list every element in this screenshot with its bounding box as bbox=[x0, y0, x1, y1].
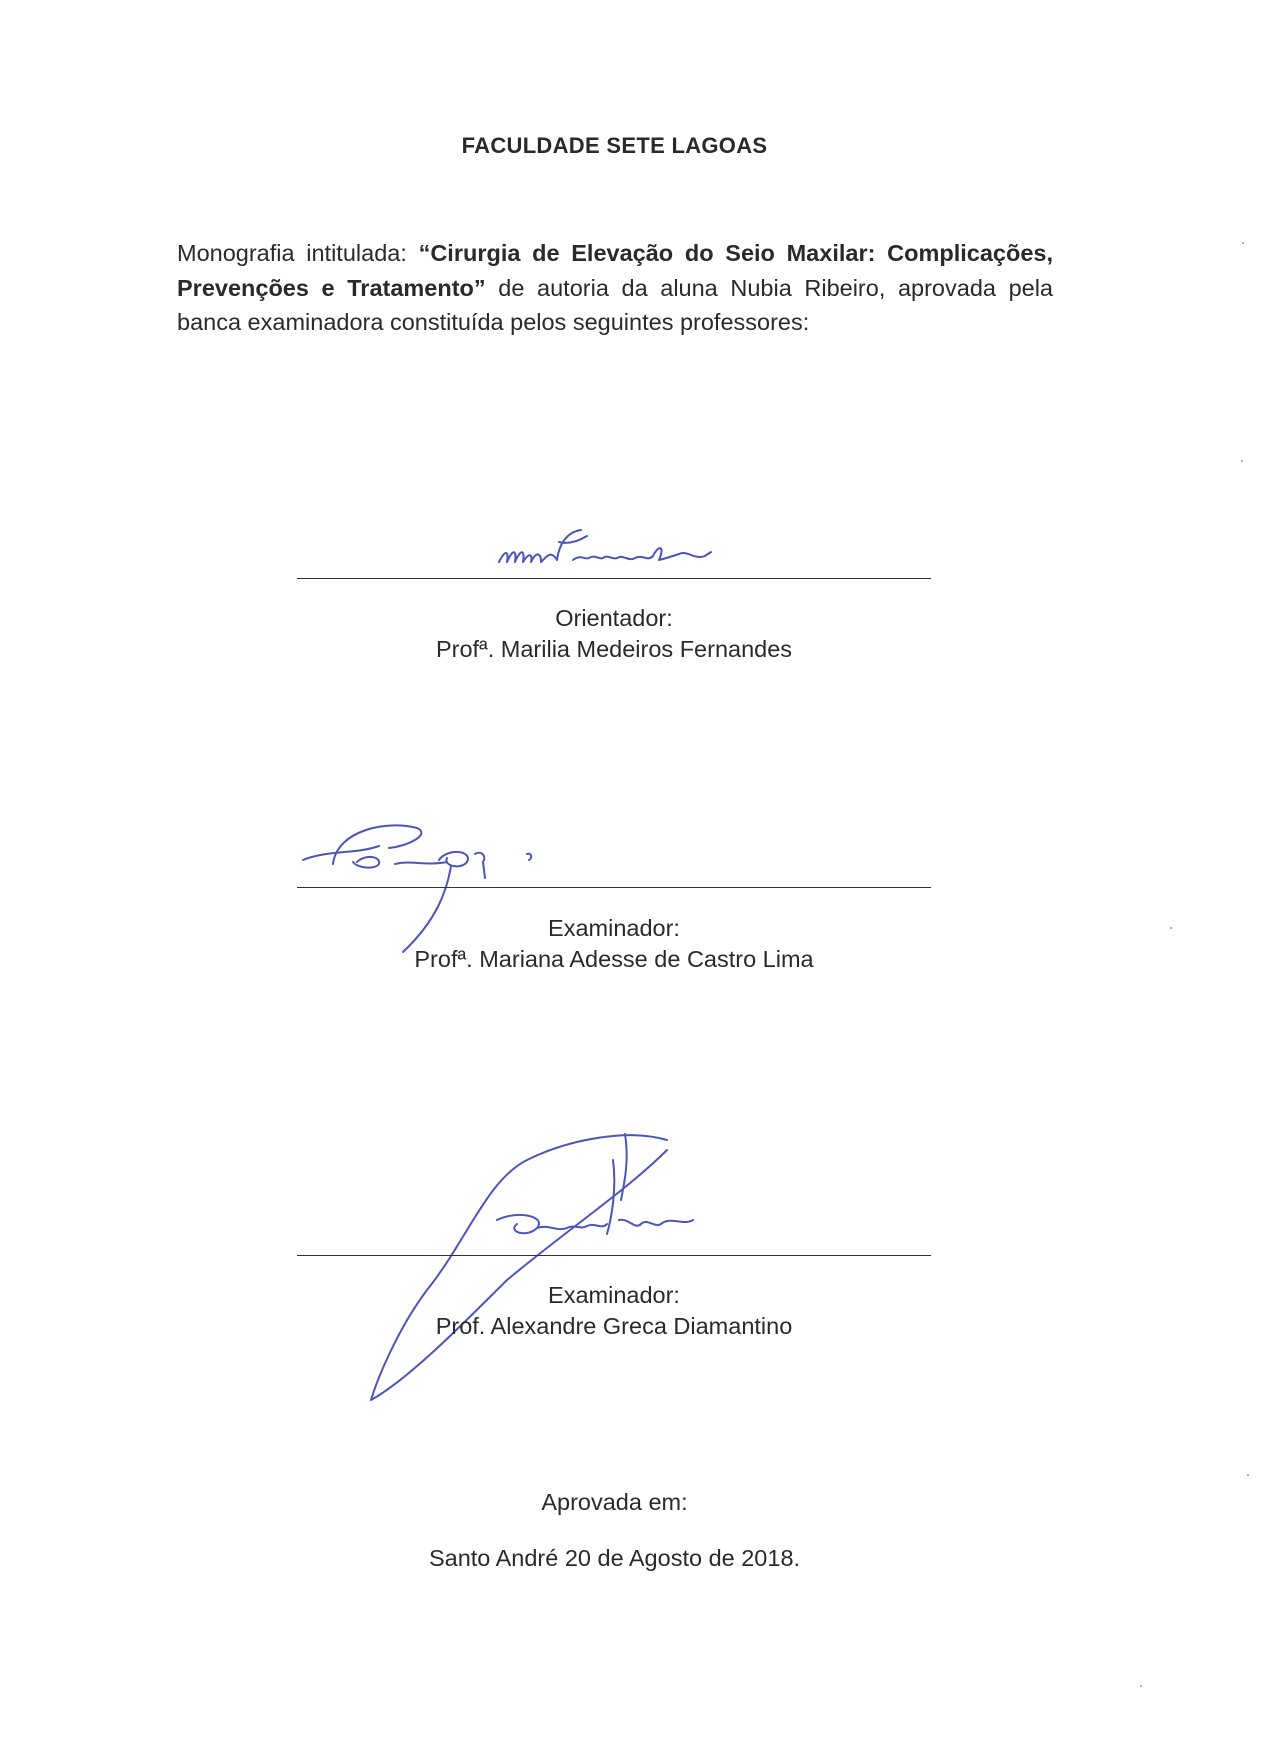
monograph-title: “Cirurgia de Elevação do Seio Maxilar: Complicações, Prevenções e Tratamento” bbox=[177, 240, 1053, 301]
handwritten-signature-advisor bbox=[497, 520, 797, 580]
person-name-examiner-2: Prof. Alexandre Greca Diamantino bbox=[435, 1313, 793, 1339]
handwritten-signature-examiner-2 bbox=[367, 1120, 787, 1420]
role-label-advisor: Orientador: bbox=[555, 605, 673, 631]
statement-prefix: Monografia intitulada: bbox=[177, 240, 419, 266]
signature-line-advisor bbox=[297, 578, 931, 579]
role-label-examiner-1: Examinador: bbox=[548, 915, 680, 941]
statement-suffix: de autoria da aluna Nubia Ribeiro, aprovada pela banca examinadora constituída pelos seguintes professores: bbox=[177, 274, 1053, 335]
monograph-statement bbox=[177, 236, 1053, 340]
scan-speck bbox=[1140, 1685, 1142, 1687]
signature-line-examiner-1 bbox=[297, 887, 931, 888]
approval-date: Santo André 20 de Agosto de 2018. bbox=[428, 1545, 801, 1571]
scan-speck bbox=[1247, 1474, 1249, 1476]
signature-line-examiner-2 bbox=[297, 1255, 931, 1256]
scan-speck bbox=[1241, 460, 1243, 462]
scan-speck bbox=[1242, 242, 1244, 244]
person-name-examiner-1: Profª. Mariana Adesse de Castro Lima bbox=[414, 946, 814, 972]
person-name-advisor: Profª. Marilia Medeiros Fernandes bbox=[435, 636, 793, 662]
approval-label: Aprovada em: bbox=[541, 1489, 688, 1515]
scan-speck bbox=[1170, 927, 1172, 929]
institution-heading: FACULDADE SETE LAGOAS bbox=[461, 133, 768, 158]
role-label-examiner-2: Examinador: bbox=[548, 1282, 680, 1308]
